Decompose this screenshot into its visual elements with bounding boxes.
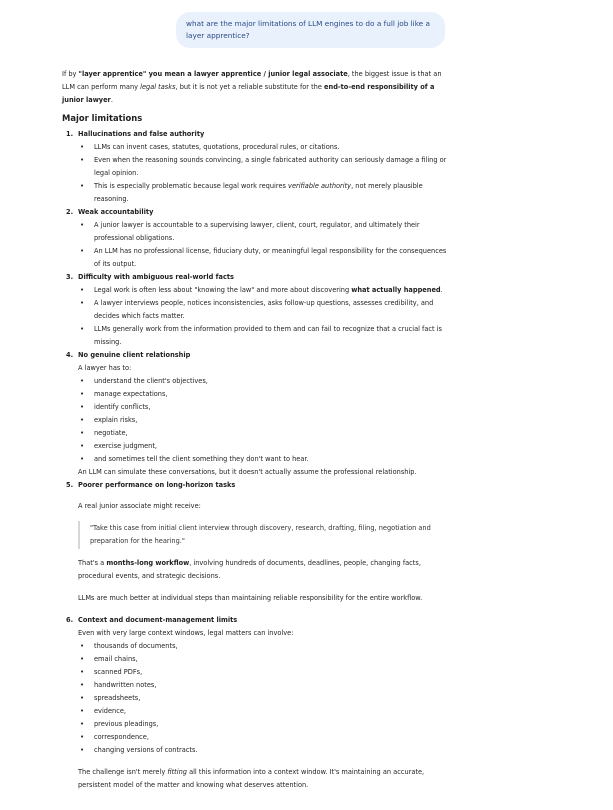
quote-block: "Take this case from initial client interview through discovery, research, drafting, filing, negotiation and preparation for the hearing." [78,521,452,549]
bullet-item: • A lawyer interviews people, notices inconsistencies, asks follow-up questions, assesses credibility, and decides which facts matter. [78,297,452,323]
bullet-item: • previous pleadings, [78,718,452,731]
item-number: 6. [66,616,74,624]
bullet-item: • handwritten notes, [78,679,452,692]
bullet-item: • identify conflicts, [78,401,452,414]
item-lead: A lawyer has to: [78,364,132,372]
item-number: 1. [66,130,74,138]
bullet-item: • LLMs generally work from the information provided to them and can fail to recognize that a crucial fact is missing. [78,323,452,349]
paragraph-text: That's a [78,559,107,567]
paragraph-italic: fitting [167,768,187,776]
bullet-item: • evidence, [78,705,452,718]
intro-text: . [110,96,113,104]
paragraph-text: , involving hundreds of documents, deadlines, people, changing facts, procedural events, and strategic decisions. [78,559,421,580]
bullet-text: . [440,286,443,294]
bullet-text: This is especially problematic because legal work requires [94,182,289,190]
item-tail [78,766,452,792]
paragraph-bold: months-long workflow [106,559,190,567]
intro-bold-term: "layer apprentice" you mean a lawyer apprentice / junior legal associate [78,70,348,78]
limitation-item [62,206,452,271]
item-title: Weak accountability [78,208,154,216]
intro-italic-term: legal tasks [140,83,176,91]
bullet-list [78,375,452,466]
item-title: Poorer performance on long-horizon tasks [78,481,236,489]
bullet-item: • LLMs can invent cases, statutes, quotations, procedural rules, or citations. [78,141,452,154]
item-title: No genuine client relationship [78,351,191,359]
item-paragraph: LLMs are much better at individual steps than maintaining reliable responsibility for the entire workflow. [78,594,423,602]
bullet-item: • explain risks, [78,414,452,427]
intro-bold-term: end-to-end responsibility of a junior lawyer [62,83,435,104]
bullet-item: • negotiate, [78,427,452,440]
bullet-italic: verifiable authority [288,182,352,190]
item-lead: Even with very large context windows, legal matters can involve: [78,629,294,637]
bullet-item: • scanned PDFs, [78,666,452,679]
bullet-bold: what actually happened [351,286,441,294]
item-paragraph [78,557,452,583]
bullet-item: • understand the client's objectives, [78,375,452,388]
item-number: 3. [66,273,74,281]
item-lead: A real junior associate might receive: [78,502,201,510]
bullet-item: • exercise judgment, [78,440,452,453]
paragraph-text: all this information into a context window. It's maintaining an accurate, persistent model of the matter and knowing what deserves attention. [78,768,425,789]
section-heading: Major limitations [62,113,143,123]
limitations-list [62,128,452,792]
bullet-item: • spreadsheets, [78,692,452,705]
bullet-list [78,141,452,206]
intro-paragraph [62,68,452,107]
bullet-text: Legal work is often less about "knowing the law" and more about discovering [94,286,352,294]
bullet-item: • Even when the reasoning sounds convincing, a single fabricated authority can seriously damage a filing or legal opinion. [78,154,452,180]
user-message-text: what are the major limitations of LLM engines to do a full job like a layer apprentice? [186,19,430,40]
bullet-item [78,180,452,206]
bullet-item: • and sometimes tell the client something they don't want to hear. [78,453,452,466]
bullet-item: • A junior lawyer is accountable to a supervising lawyer, client, court, regulator, and ultimately their professional obligations. [78,219,452,245]
limitation-item [62,349,452,479]
bullet-item: • email chains, [78,653,452,666]
bullet-item: • changing versions of contracts. [78,744,452,757]
item-title: Context and document-management limits [78,616,238,624]
item-number: 4. [66,351,74,359]
bullet-item: • thousands of documents, [78,640,452,653]
limitation-item [62,271,452,349]
paragraph-text: The challenge isn't merely [78,768,168,776]
item-tail: An LLM can simulate these conversations, but it doesn't actually assume the professional relationship. [78,468,417,476]
item-title: Difficulty with ambiguous real-world facts [78,273,234,281]
intro-text: , the biggest issue is that an LLM can perform many [62,70,442,91]
item-number: 5. [66,481,74,489]
bullet-item: • An LLM has no professional license, fiduciary duty, or meaningful legal responsibility for the consequences of its output. [78,245,452,271]
item-title: Hallucinations and false authority [78,130,205,138]
intro-text: , but it is not yet a reliable substitute for the [175,83,325,91]
bullet-item: • manage expectations, [78,388,452,401]
bullet-item: • correspondence, [78,731,452,744]
user-message-bubble [176,12,445,48]
limitation-item [62,614,452,792]
bullet-list [78,284,452,349]
item-number: 2. [66,208,74,216]
intro-text: If by [62,70,79,78]
bullet-list [78,219,452,271]
limitation-item [62,479,452,605]
bullet-text: , not merely plausible reasoning. [94,182,423,203]
bullet-item [78,284,452,297]
limitation-item [62,128,452,206]
assistant-response [62,68,452,792]
bullet-list [78,640,452,757]
